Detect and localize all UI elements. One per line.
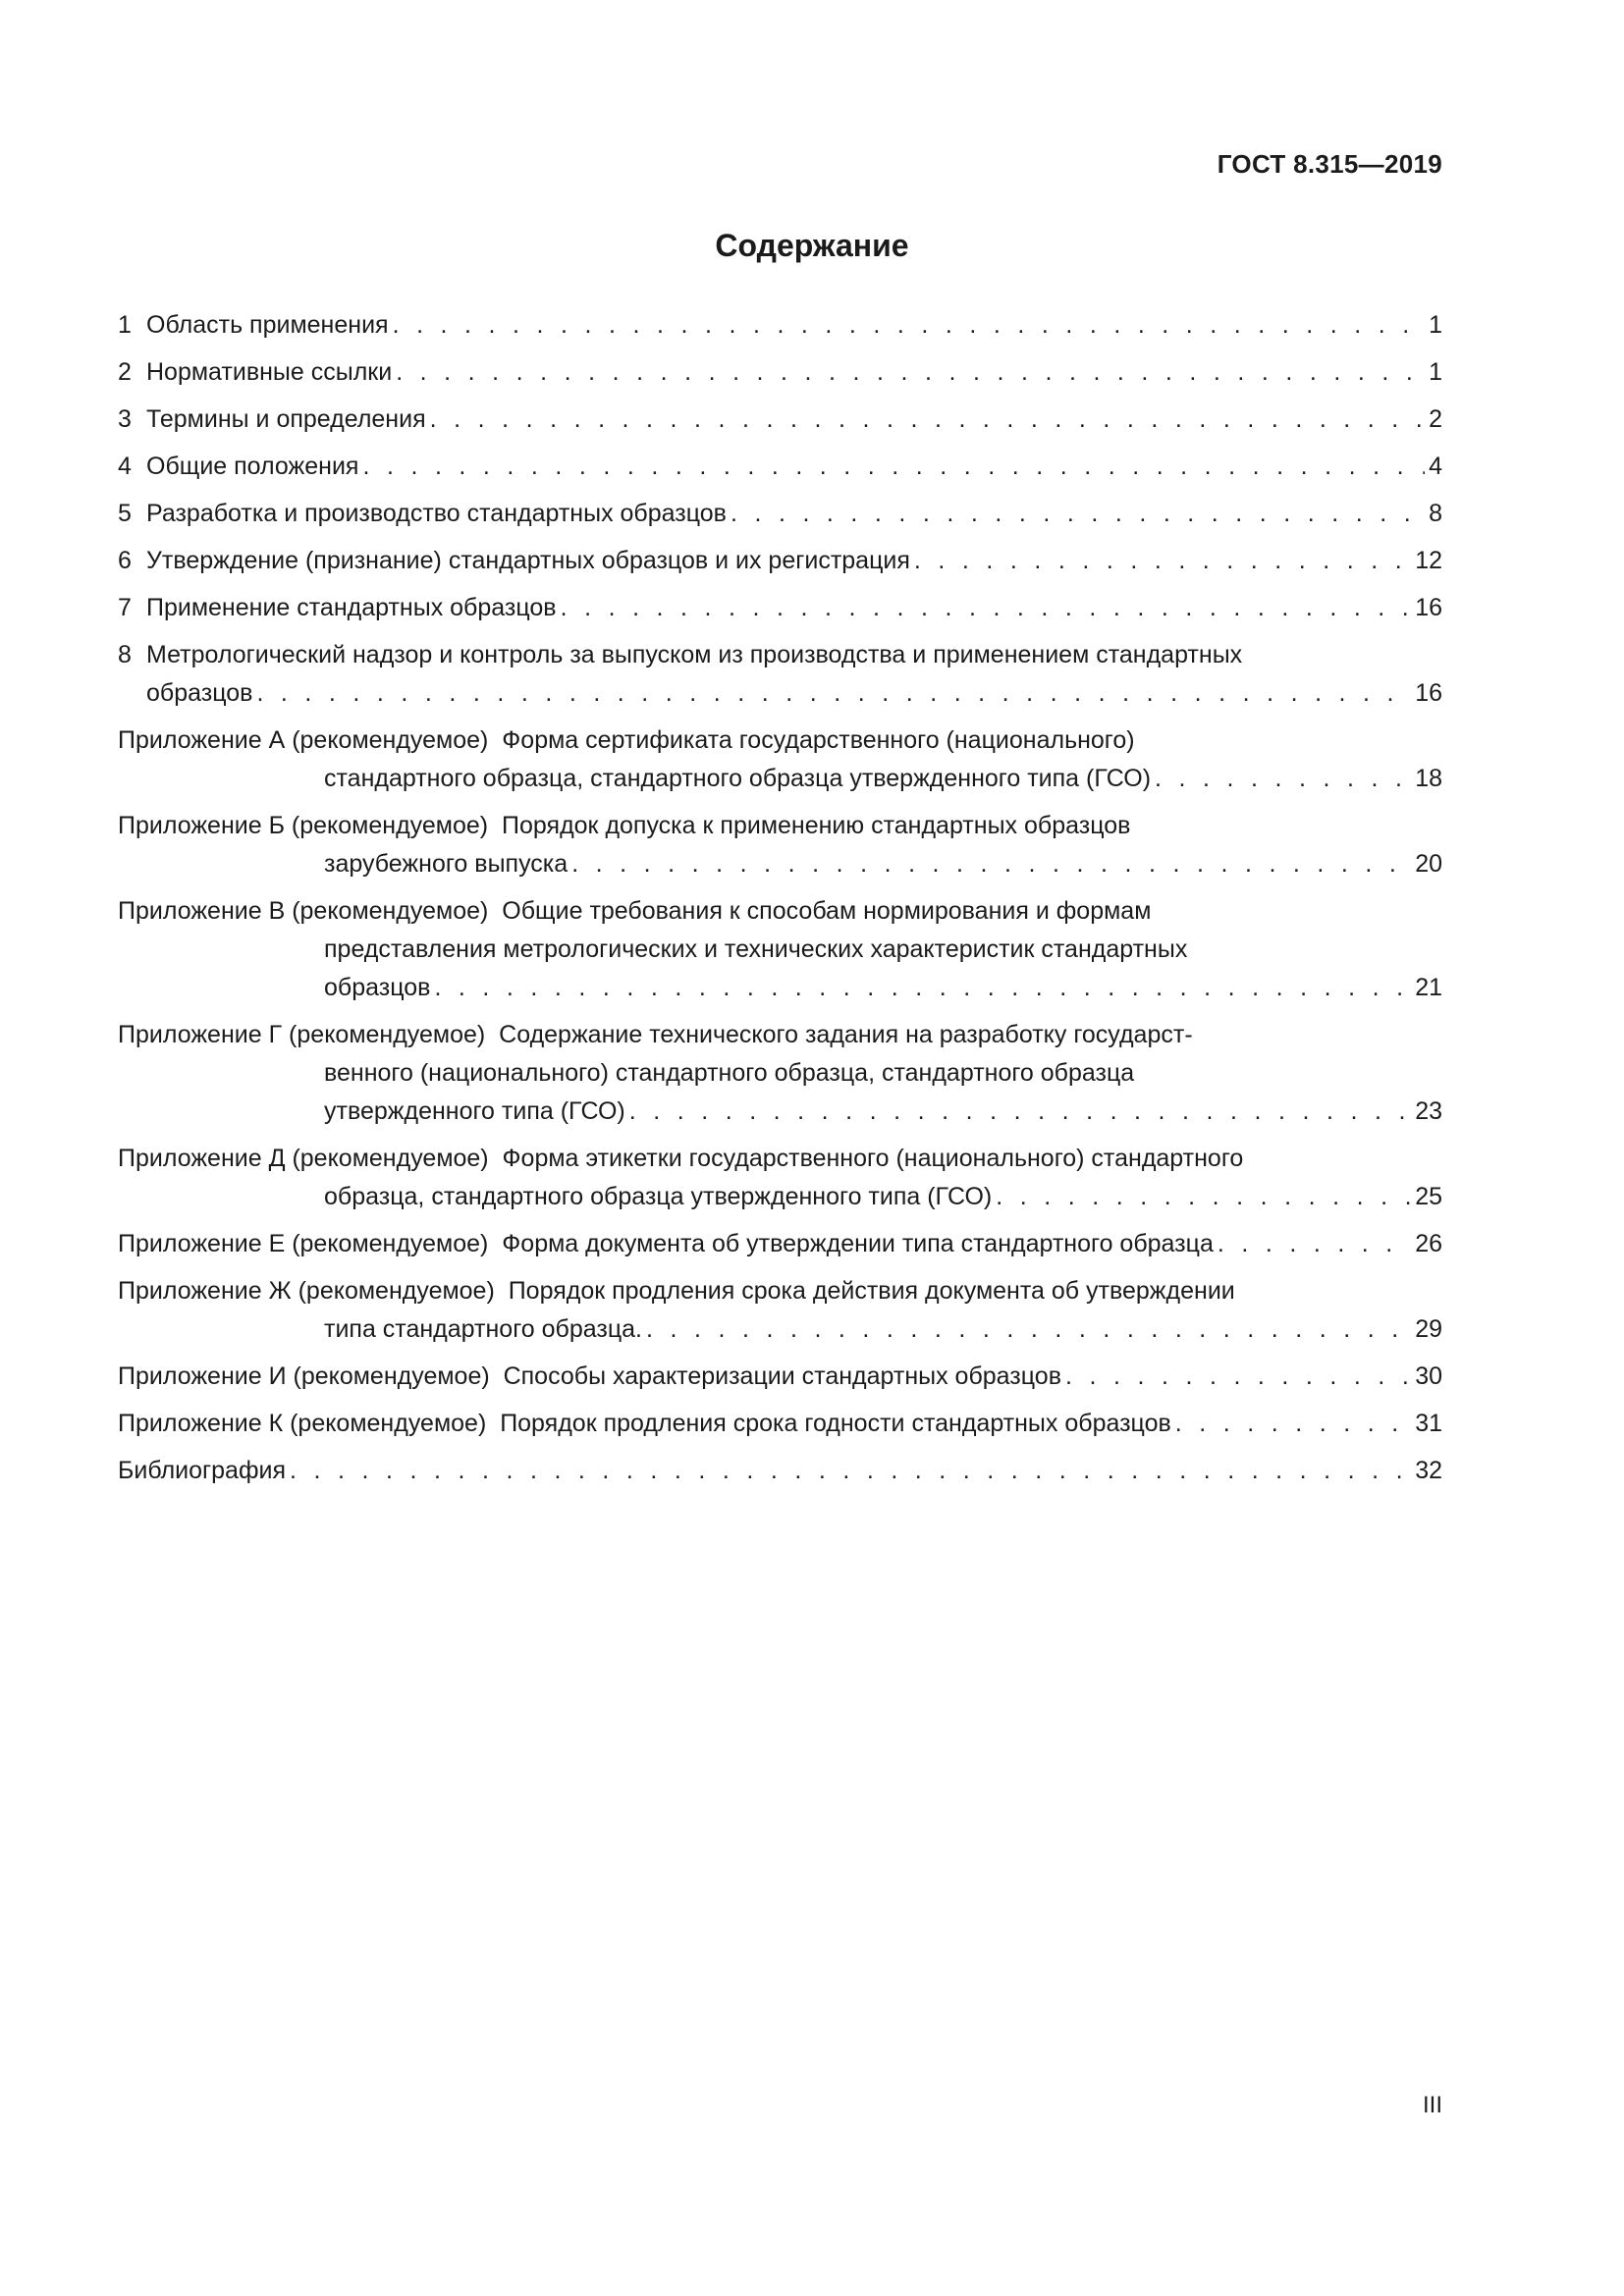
leader-dots (256, 674, 1411, 713)
toc-entry-appendix-zh[interactable] (118, 1272, 1442, 1349)
document-code: ГОСТ 8.315—2019 (1217, 149, 1442, 179)
page-ref: 30 (1415, 1362, 1442, 1390)
appendix-title-line-3: образцов (324, 974, 431, 1001)
toc-entry-section-4[interactable] (118, 448, 1442, 486)
appendix-title-line-2: стандартного образца, стандартного образца утвержденного типа (ГСО) (324, 765, 1152, 792)
leader-dots (1065, 1358, 1411, 1396)
appendix-label: Приложение Д (рекомендуемое) (118, 1145, 489, 1172)
appendix-label: Приложение Б (рекомендуемое) (118, 812, 489, 839)
section-number: 4 (118, 453, 132, 480)
leader-dots (996, 1178, 1411, 1216)
section-title: Разработка и производство стандартных образцов (146, 500, 727, 527)
page-ref: 4 (1429, 453, 1442, 480)
section-number: 1 (118, 311, 132, 339)
toc-entry-section-8[interactable] (118, 636, 1442, 713)
appendix-title-line-2: образца, стандартного образца утвержденного типа (ГСО) (324, 1183, 993, 1210)
page-ref: 32 (1415, 1457, 1442, 1484)
section-number: 3 (118, 405, 132, 433)
appendix-title-line-1: Форма сертификата государственного (национального) (502, 726, 1135, 754)
appendix-title-line-2: типа стандартного образца. (324, 1315, 642, 1343)
leader-dots (629, 1093, 1411, 1131)
appendix-label: Приложение К (рекомендуемое) (118, 1410, 487, 1437)
page-ref: 1 (1429, 358, 1442, 386)
page-ref: 25 (1415, 1183, 1442, 1210)
appendix-title-line-1: Общие требования к способам нормирования и формам (502, 897, 1152, 925)
section-title-line-2: образцов (146, 679, 253, 707)
section-number: 7 (118, 594, 132, 621)
appendix-title-line-3: утвержденного типа (ГСО) (324, 1097, 625, 1125)
leader-dots (362, 448, 1425, 486)
leader-dots (1155, 760, 1411, 798)
toc-entry-appendix-k[interactable] (118, 1405, 1442, 1443)
page-ref: 29 (1415, 1315, 1442, 1343)
appendix-label: Приложение А (рекомендуемое) (118, 726, 489, 754)
section-title: Утверждение (признание) стандартных образцов и их регистрация (146, 547, 910, 574)
appendix-title-line-1: Порядок продления срока действия документа об утверждении (508, 1277, 1235, 1305)
leader-dots (1175, 1405, 1411, 1443)
section-title: Область применения (146, 311, 389, 339)
leader-dots (393, 306, 1426, 345)
page-number: III (1422, 2092, 1442, 2118)
page-ref: 18 (1415, 765, 1442, 792)
section-title: Термины и определения (146, 405, 426, 433)
appendix-label: Приложение Ж (рекомендуемое) (118, 1277, 495, 1305)
section-number: 2 (118, 358, 132, 386)
page-ref: 21 (1415, 974, 1442, 1001)
section-title: Применение стандартных образцов (146, 594, 557, 621)
leader-dots (561, 589, 1412, 627)
page-ref: 8 (1429, 500, 1442, 527)
leader-dots (434, 969, 1411, 1007)
leader-dots (914, 542, 1411, 580)
toc-entry-bibliography[interactable] (118, 1452, 1442, 1490)
page-ref: 16 (1415, 679, 1442, 707)
toc-entry-appendix-i[interactable] (118, 1358, 1442, 1396)
page-ref: 26 (1415, 1230, 1442, 1257)
toc-entry-section-7[interactable] (118, 589, 1442, 627)
toc-entry-appendix-g[interactable] (118, 1016, 1442, 1131)
toc-entry-appendix-d[interactable] (118, 1140, 1442, 1216)
appendix-label: Приложение В (рекомендуемое) (118, 897, 489, 925)
toc-entry-appendix-a[interactable] (118, 721, 1442, 798)
section-title: Общие положения (146, 453, 359, 480)
page-ref: 20 (1415, 850, 1442, 878)
page-ref: 12 (1415, 547, 1442, 574)
appendix-label: Приложение И (рекомендуемое) (118, 1362, 490, 1390)
page-ref: 16 (1415, 594, 1442, 621)
appendix-title-line-2: зарубежного выпуска (324, 850, 568, 878)
appendix-title-line-2: венного (национального) стандартного образца, стандартного образца (324, 1059, 1135, 1087)
leader-dots (1218, 1225, 1411, 1263)
table-of-contents (118, 306, 1442, 1490)
toc-entry-section-5[interactable] (118, 495, 1442, 533)
appendix-title-line-1: Содержание технического задания на разработку государст- (499, 1021, 1193, 1048)
leader-dots (571, 845, 1411, 883)
section-number: 6 (118, 547, 132, 574)
section-number: 5 (118, 500, 132, 527)
appendix-title-line-2: представления метрологических и технических характеристик стандартных (324, 935, 1188, 963)
appendix-title-line-1: Форма документа об утверждении типа стандартного образца (502, 1230, 1214, 1257)
toc-entry-section-3[interactable] (118, 400, 1442, 439)
page-ref: 2 (1429, 405, 1442, 433)
leader-dots (646, 1310, 1411, 1349)
toc-title: Содержание (715, 228, 909, 263)
page-ref: 23 (1415, 1097, 1442, 1125)
leader-dots (396, 353, 1425, 392)
page-ref: 31 (1415, 1410, 1442, 1437)
toc-entry-appendix-v[interactable] (118, 892, 1442, 1007)
appendix-title-line-1: Порядок продления срока годности стандартных образцов (500, 1410, 1171, 1437)
section-number: 8 (118, 641, 132, 668)
toc-entry-section-2[interactable] (118, 353, 1442, 392)
toc-entry-section-1[interactable] (118, 306, 1442, 345)
toc-entry-appendix-b[interactable] (118, 807, 1442, 883)
leader-dots (731, 495, 1425, 533)
appendix-label: Приложение Г (рекомендуемое) (118, 1021, 486, 1048)
toc-entry-section-6[interactable] (118, 542, 1442, 580)
bibliography-title: Библиография (118, 1457, 287, 1484)
section-title: Нормативные ссылки (146, 358, 393, 386)
leader-dots (430, 400, 1425, 439)
page-ref: 1 (1429, 311, 1442, 339)
toc-entry-appendix-e[interactable] (118, 1225, 1442, 1263)
appendix-label: Приложение Е (рекомендуемое) (118, 1230, 489, 1257)
appendix-title-line-1: Форма этикетки государственного (национального) стандартного (502, 1145, 1244, 1172)
leader-dots (290, 1452, 1411, 1490)
section-title-line-1: Метрологический надзор и контроль за выпуском из производства и применением стандартных (146, 641, 1243, 668)
appendix-title-line-1: Порядок допуска к применению стандартных образцов (502, 812, 1131, 839)
appendix-title-line-1: Способы характеризации стандартных образцов (503, 1362, 1061, 1390)
